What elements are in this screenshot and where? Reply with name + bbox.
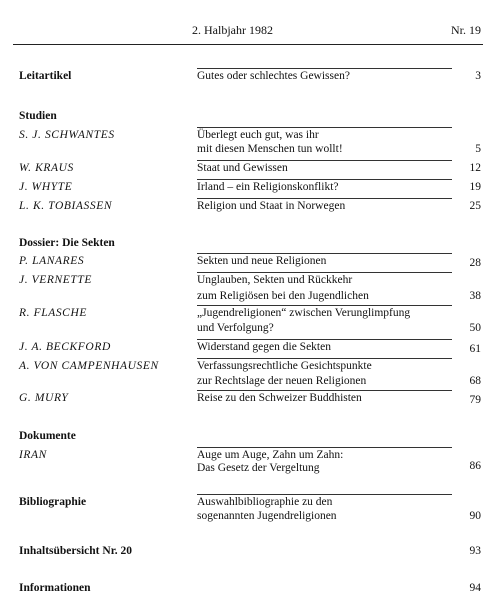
entry-author: L. K. TOBIASSEN xyxy=(19,200,113,212)
entry-page: 93 xyxy=(469,545,481,557)
entry-title: „Jugendreligionen“ zwischen Verunglimpfung xyxy=(197,305,452,320)
semester-label: 2. Halbjahr 1982 xyxy=(192,23,273,37)
section-studien: Studien xyxy=(19,110,57,122)
entry-page: 3 xyxy=(475,70,481,82)
entry-title-line2: zum Religiösen bei den Jugendlichen xyxy=(197,290,369,302)
entry-title: Auge um Auge, Zahn um Zahn: xyxy=(197,447,452,462)
entry-page: 50 xyxy=(469,322,481,334)
entry-title-line2: und Verfolgung? xyxy=(197,322,274,334)
section-informationen: Informationen xyxy=(19,582,91,594)
entry-title-line2: zur Rechtslage der neuen Religionen xyxy=(197,375,367,387)
entry-author: J. A. BECKFORD xyxy=(19,341,111,353)
entry-page: 79 xyxy=(469,394,481,406)
entry-title: Gutes oder schlechtes Gewissen? xyxy=(197,68,452,83)
entry-title: Religion und Staat in Norwegen xyxy=(197,198,452,213)
entry-title: Reise zu den Schweizer Buddhisten xyxy=(197,390,452,405)
entry-author: J. WHYTE xyxy=(19,181,73,193)
entry-page: 68 xyxy=(469,375,481,387)
entry-title: Irland – ein Religionskonflikt? xyxy=(197,179,452,194)
section-leitartikel: Leitartikel xyxy=(19,70,72,82)
section-bibliographie: Bibliographie xyxy=(19,496,87,508)
entry-page: 5 xyxy=(475,143,481,155)
entry-title: Sekten und neue Religionen xyxy=(197,253,452,268)
entry-author: A. VON CAMPENHAUSEN xyxy=(19,360,159,372)
entry-page: 12 xyxy=(469,162,481,174)
header-rule xyxy=(13,44,483,45)
entry-title: Widerstand gegen die Sekten xyxy=(197,339,452,354)
entry-author: IRAN xyxy=(19,449,47,461)
entry-author: R. FLASCHE xyxy=(19,307,87,319)
entry-page: 19 xyxy=(469,181,481,193)
section-dokumente: Dokumente xyxy=(19,430,76,442)
entry-page: 86 xyxy=(469,460,481,472)
entry-title: Staat und Gewissen xyxy=(197,160,452,175)
entry-author: P. LANARES xyxy=(19,255,85,267)
entry-title-line2: sogenannten Jugendreligionen xyxy=(197,510,337,522)
entry-title: Auswahlbibliographie zu den xyxy=(197,494,452,509)
entry-page: 90 xyxy=(469,510,481,522)
entry-page: 38 xyxy=(469,290,481,302)
entry-title-line2: mit diesen Menschen tun wollt! xyxy=(197,143,343,155)
section-dossier: Dossier: Die Sekten xyxy=(19,237,115,249)
entry-title: Überlegt euch gut, was ihr xyxy=(197,127,452,142)
entry-page: 94 xyxy=(469,582,481,594)
entry-author: S. J. SCHWANTES xyxy=(19,129,115,141)
entry-page: 28 xyxy=(469,257,481,269)
entry-title: Verfassungsrechtliche Gesichtspunkte xyxy=(197,358,452,373)
entry-author: G. MURY xyxy=(19,392,69,404)
entry-page: 61 xyxy=(469,343,481,355)
issue-number: Nr. 19 xyxy=(451,23,481,37)
entry-title-line2: Das Gesetz der Vergeltung xyxy=(197,462,320,474)
entry-author: W. KRAUS xyxy=(19,162,74,174)
page-header xyxy=(0,24,492,40)
entry-page: 25 xyxy=(469,200,481,212)
entry-title: Unglauben, Sekten und Rückkehr xyxy=(197,272,452,287)
entry-author: J. VERNETTE xyxy=(19,274,93,286)
section-inhaltsuebersicht: Inhaltsübersicht Nr. 20 xyxy=(19,545,132,557)
